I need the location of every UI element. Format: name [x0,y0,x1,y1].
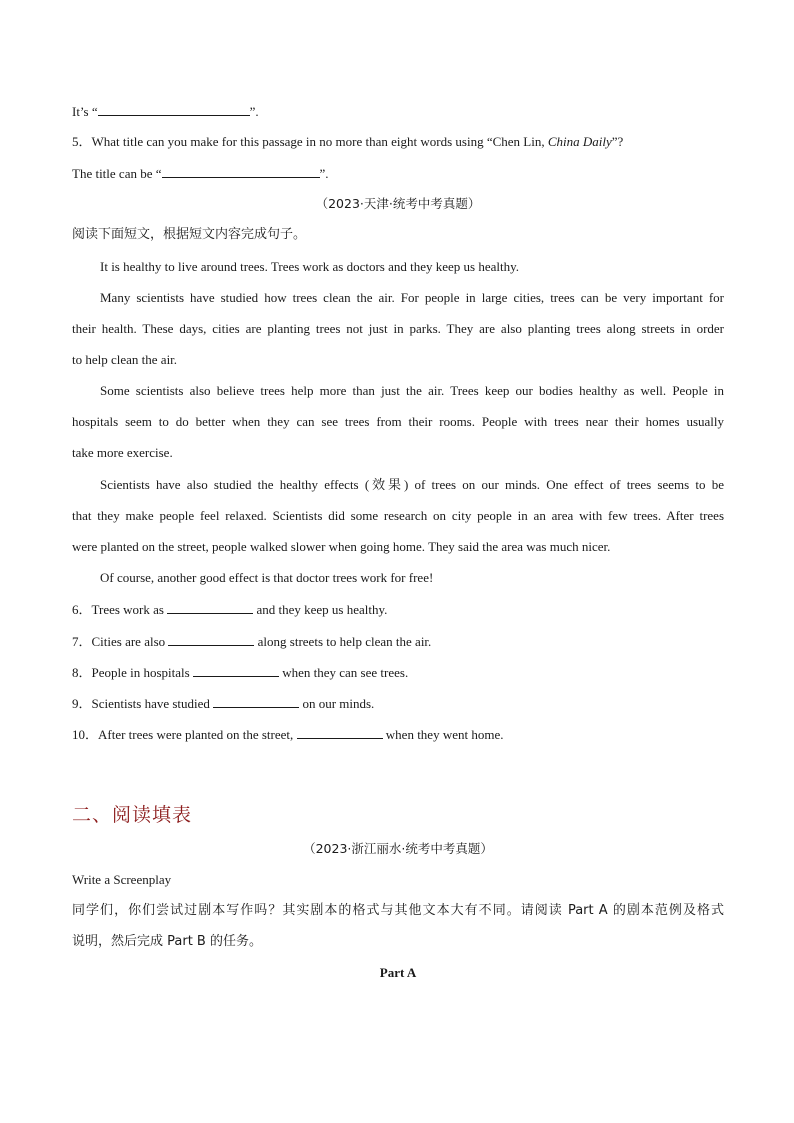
instruction-2-line-2: 说明，然后完成 Part B 的任务。 [72,934,262,949]
question-8: 8．People in hospitals when they can see trees. [72,665,409,680]
q10-answer-blank[interactable] [297,725,383,739]
passage-paragraph-1: It is healthy to live around trees. Trees work as doctors and they keep us healthy. [100,259,520,274]
question-9: 9．Scientists have studied on our minds. [72,696,375,711]
passage-paragraph-3-line-2: hospitals seem to do better when they can see trees from their rooms. People with trees near their homes usually [72,414,724,429]
question-10: 10．After trees were planted on the street, when they went home. [72,727,504,742]
q4-answer-line [72,102,724,121]
source-label-tianjin: （2023·天津·统考中考真题） [315,196,481,211]
q9-answer-blank[interactable] [213,694,299,708]
passage-paragraph-2-line-3: to help clean the air. [72,352,178,367]
screenplay-title: Write a Screenplay [72,872,172,887]
china-daily-italic: China Daily [547,134,612,149]
passage-paragraph-3-line-1: Some scientists also believe trees help more than just the air. Trees keep our bodies healthy as well. People in [100,383,724,398]
reading-instruction: 阅读下面短文，根据短文内容完成句子。 [72,227,307,242]
q5-answer-blank[interactable] [162,164,320,178]
q6-answer-blank[interactable] [167,600,253,614]
passage-paragraph-4-line-1: Scientists have also studied the healthy effects (效果) of trees on our minds. One effect of trees seems to be [100,477,724,492]
passage-paragraph-4-line-3: were planted on the street, people walked slower when going home. They said the area was much nicer. [72,539,611,554]
passage-paragraph-5: Of course, another good effect is that doctor trees work for free! [100,570,434,585]
question-6: 6．Trees work as and they keep us healthy. [72,602,388,617]
passage-paragraph-3-line-3: take more exercise. [72,445,173,460]
section-title-reading-table: 二、阅读填表 [72,804,193,826]
question-7: 7．Cities are also along streets to help clean the air. [72,634,432,649]
q4-prefix: It’s “ [72,104,98,119]
q7-answer-blank[interactable] [168,632,254,646]
passage-paragraph-2-line-2: their health. These days, cities are planting trees not just in parks. They are also planting trees along streets in order [72,321,724,336]
q8-answer-blank[interactable] [193,663,279,677]
instruction-2-line-1: 同学们，你们尝试过剧本写作吗？其实剧本的格式与其他文本大有不同。请阅读 Part A 的剧本范例及格式 [72,903,724,918]
part-a-heading: Part A [379,965,417,980]
passage-paragraph-2-line-1: Many scientists have studied how trees clean the air. For people in large cities, trees can be very important for [100,290,724,305]
passage-paragraph-4-line-2: that they make people feel relaxed. Scientists did some research on city people in an area with few trees. After trees [72,508,724,523]
q4-answer-blank[interactable] [98,102,250,116]
q5-answer-line: The title can be “ ”. [72,166,329,181]
q4-suffix: ”. [249,104,259,119]
question-5: 5．What title can you make for this passage in no more than eight words using “Chen Lin, China Daily”? [72,134,624,149]
source-label-zhejiang: （2023·浙江丽水·统考中考真题） [303,841,493,856]
